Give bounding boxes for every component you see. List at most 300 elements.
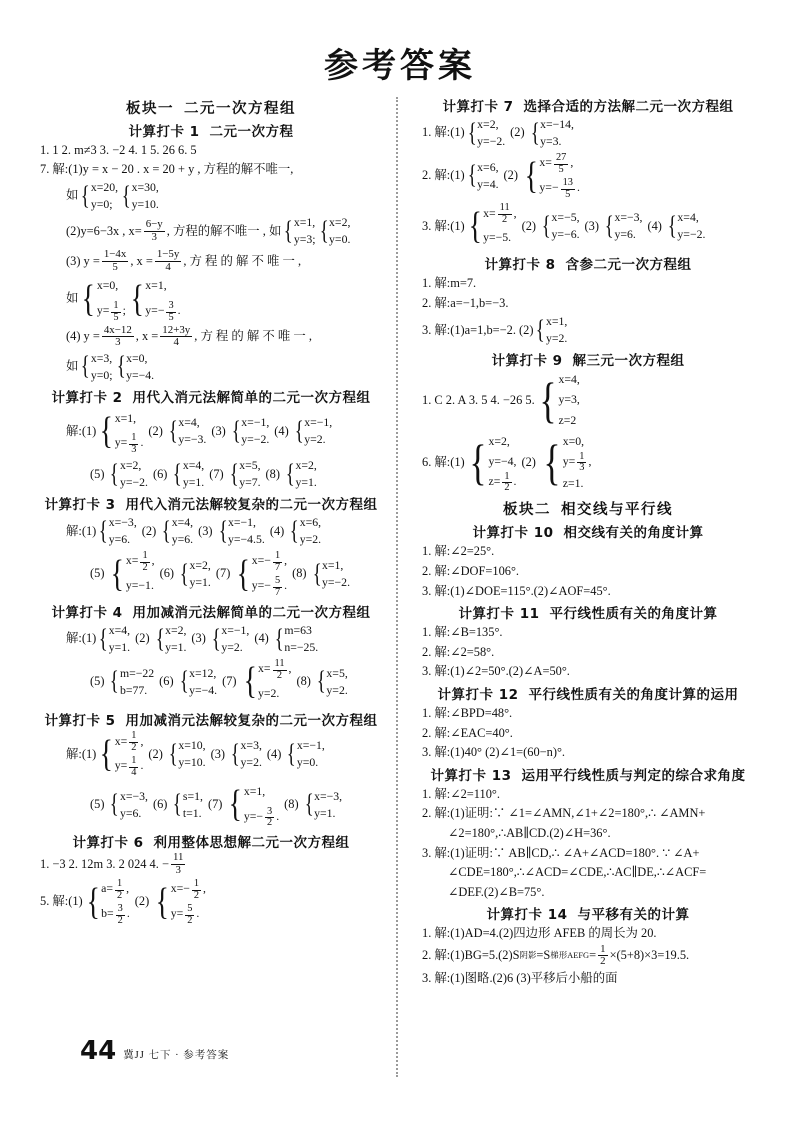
- fraction: [185, 904, 194, 927]
- answer-line: 1. 解:∠2=110°.: [422, 786, 500, 801]
- part-tag: (2): [134, 894, 150, 909]
- sys-row: y=10.: [131, 198, 159, 212]
- sys-row-pre: y=: [114, 759, 128, 773]
- brace-glyph: {: [467, 117, 477, 147]
- denominator: 3: [102, 336, 134, 348]
- denominator: 3: [171, 864, 186, 876]
- denominator: 2: [131, 742, 137, 754]
- sys-row: y=−4,: [488, 454, 517, 468]
- equation-system: [153, 877, 206, 926]
- brace-glyph: {: [168, 415, 178, 445]
- card-title-8: 含参二元一次方程组: [565, 257, 692, 274]
- numerator: 5: [274, 574, 281, 586]
- part-tag: (3): [191, 631, 206, 646]
- card-heading-14: [422, 903, 754, 923]
- equation-system: [171, 788, 203, 822]
- solve-prefix: 3. 解:(1): [422, 218, 465, 233]
- fraction: [129, 756, 138, 779]
- sys-row: x=0,: [562, 434, 585, 448]
- answer-row: [40, 407, 382, 456]
- answer-row: [422, 944, 754, 968]
- sys-row: x=2,: [165, 623, 187, 637]
- sys-row: y=0;: [90, 198, 113, 212]
- sys-row-pre: z=: [488, 474, 501, 488]
- equation-system: [466, 432, 517, 495]
- answer-line: 1. 解:∠BPD=48°.: [422, 705, 513, 720]
- sys-row: x=20,: [90, 180, 119, 194]
- equation-system: [178, 665, 217, 699]
- equation-system: [84, 877, 130, 926]
- equation-system: [466, 159, 499, 193]
- sys-row: [539, 176, 579, 201]
- sys-row: y=1.: [314, 806, 336, 820]
- solve-prefix: 解:(1): [66, 631, 97, 646]
- subscript: 梯形AEFG: [550, 950, 590, 961]
- sys-row-post: ,: [513, 206, 517, 220]
- sys-row: y=−2.: [677, 228, 706, 242]
- denominator: 4: [131, 766, 137, 778]
- sys-row: y=1.: [189, 576, 211, 590]
- denominator: 3: [131, 444, 137, 456]
- sys-row: y=6.: [108, 533, 131, 547]
- sys-row-post: .: [513, 474, 517, 488]
- answer-line: 2. 解:(1)证明:∵ ∠1=∠AMN,∠1+∠2=180°,∴ ∠AMN+: [422, 806, 706, 821]
- part-tag: (5): [90, 674, 105, 689]
- sys-row: y=−5.: [483, 231, 512, 245]
- solve-prefix: 解:(1): [66, 423, 97, 438]
- sys-row: x=2,: [329, 216, 351, 230]
- brace-glyph: {: [99, 515, 109, 545]
- brace-glyph: {: [81, 351, 91, 381]
- sys-row: [101, 902, 130, 927]
- equation-system: [97, 514, 136, 548]
- equation-system: [167, 414, 206, 448]
- equation-system: [315, 665, 348, 699]
- numerator: 13: [562, 176, 573, 188]
- part-tag: (2): [503, 168, 518, 183]
- sys-row: y=2.: [326, 683, 348, 697]
- sys-row-post: .: [196, 907, 200, 921]
- denominator: 2: [187, 914, 193, 926]
- card-label-10: 计算打卡 10: [472, 525, 554, 542]
- brace-glyph: {: [99, 410, 114, 453]
- sys-row: x=6,: [477, 160, 499, 174]
- sys-row: y=6.: [119, 806, 142, 820]
- sys-row: y=6.: [171, 533, 194, 547]
- brace-glyph: {: [667, 210, 677, 240]
- sys-row-post: ,: [284, 554, 288, 568]
- numerator: 1: [131, 432, 137, 444]
- card-label-13: 计算打卡 13: [430, 767, 512, 784]
- equation-system: [534, 313, 567, 347]
- brace-glyph: {: [228, 783, 243, 826]
- brace-glyph: {: [274, 623, 284, 653]
- sys-row-post: ,: [140, 734, 144, 748]
- card-label-12: 计算打卡 12: [437, 686, 519, 703]
- denominator: 5: [561, 189, 575, 201]
- sys-row-post: .: [140, 759, 144, 773]
- sys-row-pre: b=: [101, 907, 114, 921]
- sys-row: y=−2.: [241, 433, 270, 447]
- sys-row: x=2,: [488, 434, 510, 448]
- sys-row: x=5,: [239, 459, 261, 473]
- denominator: 2: [116, 890, 123, 902]
- solve-prefix: 3. 解:(1)a=1,b=−2. (2): [422, 322, 534, 337]
- answer-line: 2. 解:∠EAC=40°.: [422, 725, 513, 740]
- answer-row: [40, 325, 382, 349]
- brace-glyph: {: [236, 552, 251, 595]
- sys-row: x=4,: [178, 416, 200, 430]
- solve-prefix: 1. 解:(1): [422, 125, 465, 140]
- card-heading-6: [40, 831, 382, 851]
- fraction: [171, 852, 186, 876]
- subscript: 阴影: [519, 950, 537, 961]
- numerator: 1: [504, 470, 510, 482]
- sys-row: x=10,: [178, 739, 206, 753]
- brace-glyph: {: [111, 552, 125, 595]
- answer-line: 3. 解:(1)证明:∵ AB∥CD,∴ ∠A+∠ACD=180°. ∵ ∠A+: [422, 845, 700, 860]
- sys-row: x=1,: [545, 315, 568, 329]
- fraction: [265, 807, 274, 830]
- equation-system: [466, 116, 505, 150]
- sys-row: z=2: [558, 413, 577, 427]
- equation-system: [466, 202, 517, 251]
- sys-row: x=−3,: [314, 789, 343, 803]
- answer-row: [40, 622, 382, 656]
- q7-part3-post: , 方 程 的 解 不 唯 一 ,: [183, 253, 302, 268]
- part-tag: (2): [521, 455, 536, 470]
- q7-part4-mid: , x =: [135, 328, 159, 343]
- card-title-7: 选择合适的方法解二元一次方程组: [523, 99, 734, 115]
- card-heading-11: [422, 602, 754, 622]
- sys-row: [563, 452, 592, 475]
- part-tag: (2): [148, 423, 163, 438]
- brace-glyph: {: [179, 558, 189, 588]
- q7-part4-post: , 方 程 的 解 不 唯 一 ,: [194, 328, 312, 343]
- denominator: 7: [274, 562, 281, 574]
- numerator: 1: [142, 550, 148, 562]
- sys-row: y=1.: [108, 640, 131, 654]
- card-heading-13: [422, 764, 754, 784]
- sys-row: [126, 549, 155, 574]
- sys-row: y=1.: [182, 476, 205, 490]
- fraction: [561, 178, 575, 201]
- denominator: 2: [142, 562, 148, 574]
- sys-row: x=3,: [90, 351, 113, 365]
- numerator: 4x−12: [103, 323, 132, 336]
- brace-glyph: {: [121, 180, 131, 210]
- brace-glyph: {: [110, 789, 120, 819]
- brace-glyph: {: [468, 204, 482, 247]
- numerator: 5: [187, 902, 193, 914]
- brace-glyph: {: [110, 666, 120, 696]
- sys-row: x=4,: [182, 459, 205, 473]
- brace-glyph: {: [179, 666, 189, 696]
- denominator: 3: [579, 462, 585, 474]
- answer-row: [40, 877, 382, 926]
- answer-line: 1. 解:m=7.: [422, 276, 477, 291]
- left-column: [40, 93, 394, 1078]
- card-heading-8: [422, 253, 754, 273]
- numerator: 3: [117, 902, 123, 914]
- part-tag: (4): [266, 746, 282, 761]
- sys-row: x=−3,: [108, 516, 137, 530]
- answer-line: 1. 解:(1)AD=4.(2)四边形 AFEB 的周长为 20.: [422, 926, 657, 941]
- part-tag: (6): [152, 797, 168, 812]
- fraction: [192, 879, 201, 902]
- sys-row: y=−3.: [178, 433, 207, 447]
- sys-row: y=2.: [258, 686, 280, 700]
- sys-row: x=2,: [477, 118, 499, 131]
- brace-glyph: {: [116, 351, 126, 381]
- two-column-body: [0, 93, 800, 1078]
- answer-line: 1. 解:∠B=135°.: [422, 625, 503, 640]
- fraction: [554, 153, 568, 176]
- sys-row: x=1,: [243, 785, 266, 798]
- part-tag: (3): [210, 746, 226, 761]
- equation-system: [234, 549, 287, 598]
- part-tag: (5): [90, 566, 105, 581]
- answer-row: [422, 313, 754, 347]
- sys-row: x=4,: [677, 211, 699, 225]
- brace-glyph: {: [285, 458, 295, 488]
- sys-row-post: ,: [151, 554, 155, 568]
- q7-label: 7. 解:(1): [40, 161, 83, 176]
- card-title-3: 用代入消元法解较复杂的二元一次方程组: [125, 497, 378, 514]
- brace-glyph: {: [604, 210, 614, 240]
- sys-row: [145, 299, 180, 324]
- line-mid: =S: [536, 948, 551, 963]
- brace-glyph: {: [530, 117, 540, 147]
- answer-line: 1. 1 2. m≠3 3. −2 4. 1 5. 26 6. 5: [40, 143, 197, 157]
- denominator: 4: [160, 336, 192, 348]
- equation-system: [229, 737, 262, 771]
- answer-line: 3. 解:(1)图略.(2)6 (3)平移后小船的面: [422, 970, 618, 985]
- answer-line: ∠2=180°,∴AB∥CD.(2)∠H=36°.: [448, 826, 611, 840]
- fraction: [502, 472, 511, 495]
- sys-row: x=−1,: [296, 739, 325, 753]
- denominator: 7: [274, 586, 281, 598]
- right-column: [400, 93, 754, 1078]
- equation-system: [230, 414, 269, 448]
- brace-glyph: {: [231, 415, 241, 445]
- equation-system: [540, 209, 579, 243]
- brace-glyph: {: [304, 789, 314, 819]
- card-heading-4: [40, 601, 382, 621]
- part-tag: (4): [269, 523, 285, 538]
- sys-row: [252, 549, 287, 574]
- equation-system: [282, 214, 315, 248]
- brace-glyph: {: [287, 738, 297, 768]
- equation-system: [108, 457, 147, 491]
- q7-part2-pre: (2)y=6−3x , x=: [66, 223, 142, 238]
- sys-row: y=−2.: [477, 135, 506, 149]
- equation-system: [128, 274, 181, 323]
- numerator: 11: [274, 657, 285, 669]
- sys-row: z=1.: [562, 477, 584, 491]
- sys-row-pre: a=: [101, 882, 113, 896]
- card-label-2: 计算打卡 2: [51, 389, 123, 406]
- sys-row: n=−25.: [284, 640, 319, 654]
- fraction: [102, 325, 134, 349]
- sys-row: b=77.: [119, 683, 148, 697]
- numerator: 1: [131, 730, 137, 742]
- equation-system: [167, 737, 206, 771]
- numerator: 1: [116, 878, 123, 890]
- block-name-1: 二元一次方程组: [184, 101, 296, 117]
- fraction: [160, 325, 192, 349]
- card-title-14: 与平移有关的计算: [577, 907, 690, 924]
- block-label-2: 板块二: [503, 502, 551, 519]
- sys-row: y=3,: [558, 393, 580, 407]
- part-tag: (2): [135, 631, 150, 646]
- answer-row: [40, 161, 382, 178]
- brace-glyph: {: [161, 515, 171, 545]
- fraction: [273, 576, 282, 599]
- sys-row: x=−3,: [119, 789, 148, 803]
- brace-glyph: {: [294, 415, 304, 445]
- sys-row: y=0;: [90, 368, 113, 382]
- numerator: 3: [267, 805, 273, 817]
- equation-system: [108, 665, 154, 699]
- sys-row: [539, 151, 579, 176]
- card-label-9: 计算打卡 9: [491, 353, 563, 370]
- brace-glyph: {: [229, 458, 239, 488]
- brace-glyph: {: [211, 623, 221, 653]
- sys-row-pre: y=−: [145, 303, 165, 317]
- sys-row: y=−2.: [119, 476, 148, 490]
- sys-row: y=2.: [304, 433, 326, 447]
- fraction: [129, 731, 138, 754]
- numerator: 1: [579, 450, 585, 462]
- brace-glyph: {: [243, 660, 257, 703]
- part-tag: (6): [159, 674, 174, 689]
- sys-row-pre: x=: [539, 156, 552, 170]
- equation-system: [318, 214, 351, 248]
- equation-system: [540, 432, 591, 495]
- sys-row: x=2,: [119, 459, 142, 473]
- answer-row: [40, 730, 382, 779]
- denominator: 2: [267, 817, 273, 829]
- sys-row: x=1,: [114, 411, 137, 425]
- sys-row: x=4,: [558, 373, 580, 387]
- answer-line: 2. 解:∠2=58°.: [422, 644, 495, 659]
- equation-system: [210, 622, 249, 656]
- page-footer: [80, 1038, 229, 1064]
- equation-system: [529, 116, 574, 150]
- sys-row: [171, 902, 206, 927]
- page-title: 参考答案: [324, 46, 476, 86]
- sys-row-pre: x=−: [170, 882, 190, 896]
- brace-glyph: {: [130, 277, 144, 320]
- sys-row: x=6,: [299, 516, 322, 530]
- brace-glyph: {: [284, 215, 294, 245]
- sys-row-post: ,: [588, 454, 592, 468]
- sys-row: y=0.: [296, 756, 319, 770]
- answer-row: [40, 214, 382, 248]
- equation-system: [79, 179, 118, 213]
- block-heading-1: [40, 97, 382, 118]
- fraction: [144, 219, 165, 243]
- equation-system: [241, 657, 292, 706]
- sys-row: x=−5,: [551, 211, 580, 225]
- equation-system: [97, 622, 130, 656]
- sys-row: x=−3,: [614, 211, 643, 225]
- answer-row: [422, 116, 754, 150]
- equation-system: [171, 457, 204, 491]
- part-tag: (4): [274, 423, 289, 438]
- brace-glyph: {: [469, 435, 487, 491]
- brace-glyph: {: [319, 215, 329, 245]
- answer-line: ∠DEF.(2)∠B=75°.: [448, 884, 545, 899]
- numerator: 11: [499, 202, 510, 214]
- sys-row-post: ,: [203, 882, 206, 896]
- part-tag: (5): [90, 466, 105, 481]
- equation-system: [226, 780, 279, 829]
- sys-row: x=5,: [326, 666, 348, 680]
- answer-row: [40, 657, 382, 706]
- equation-system: [293, 414, 332, 448]
- part-tag: (3): [584, 218, 599, 233]
- numerator: 6−y: [145, 218, 163, 231]
- sys-row: x=1,: [145, 279, 167, 293]
- sys-row: x=−1,: [304, 416, 333, 430]
- part-tag: (6): [159, 566, 175, 581]
- fraction: [140, 551, 149, 574]
- answer-line: 3. 解:(1)∠2=50°.(2)∠A=50°.: [422, 664, 570, 679]
- sys-row-pre: x=−: [251, 554, 271, 568]
- sys-row: [115, 754, 144, 779]
- sys-row-post: .: [140, 436, 144, 450]
- denominator: 2: [117, 914, 123, 926]
- answer-row: [40, 514, 382, 548]
- equation-system: [79, 350, 112, 384]
- denominator: 2: [498, 214, 512, 226]
- fraction: [116, 904, 125, 927]
- ru-label: 如: [66, 291, 79, 306]
- sys-row: y=−4.: [189, 683, 218, 697]
- fraction: [598, 944, 607, 968]
- sys-row-pre: x=: [258, 662, 271, 676]
- equation-system: [178, 557, 211, 591]
- sys-row: x=12,: [189, 666, 217, 680]
- denominator: 4: [155, 261, 182, 273]
- sys-row: s=1,: [182, 789, 203, 803]
- answer-row: [40, 549, 382, 598]
- answer-row: [422, 370, 754, 430]
- sys-row: y=7.: [239, 476, 261, 490]
- equation-system: [288, 514, 321, 548]
- numerator: 12+3y: [162, 323, 191, 336]
- card-label-8: 计算打卡 8: [484, 257, 556, 274]
- card-heading-2: [40, 386, 382, 406]
- sys-row: [483, 202, 516, 227]
- sys-row: x=30,: [131, 180, 159, 194]
- sys-row: t=1.: [182, 806, 202, 820]
- brace-glyph: {: [539, 372, 557, 428]
- sys-row: [244, 805, 279, 830]
- sys-row-pre: y=−: [251, 579, 271, 593]
- sys-row-post: ;: [122, 303, 126, 317]
- equation-system: [108, 549, 154, 598]
- brace-glyph: {: [173, 458, 183, 488]
- sys-row: [115, 730, 144, 755]
- block-label-1: 板块一: [126, 101, 174, 117]
- card-heading-10: [422, 521, 754, 541]
- answer-row: [40, 274, 382, 323]
- sys-row-pre: x=: [125, 554, 139, 568]
- sys-row: y=−4.5.: [228, 533, 265, 547]
